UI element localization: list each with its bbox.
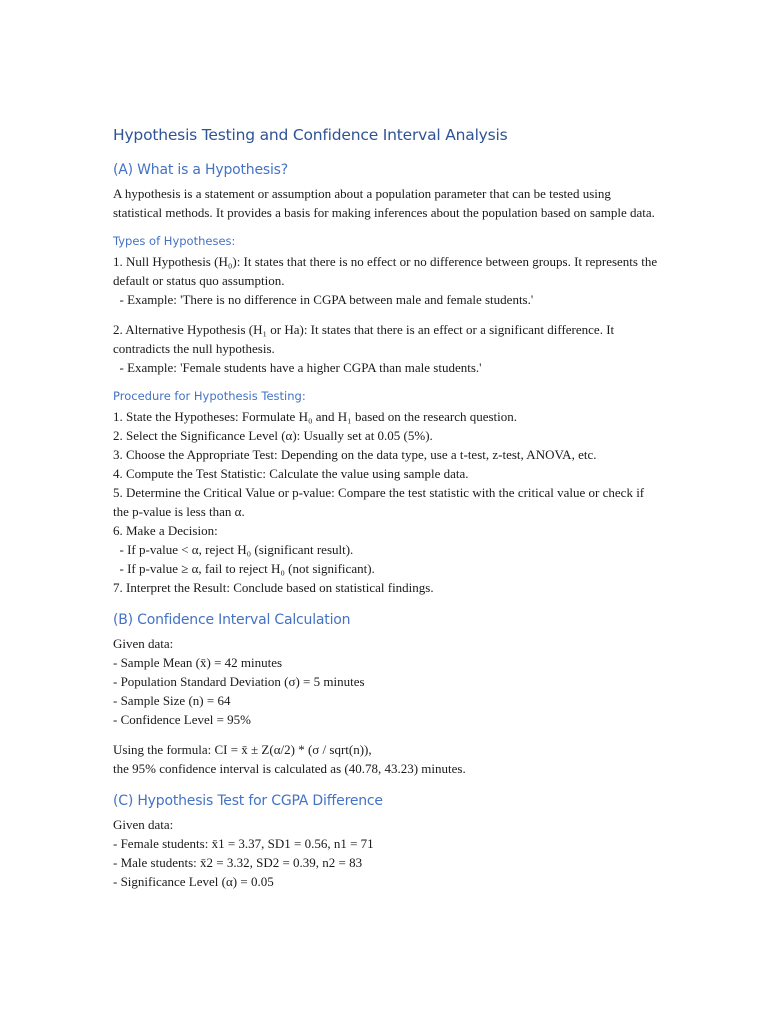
section-b-heading: (B) Confidence Interval Calculation (113, 612, 351, 628)
procedure-substep: - If p-value ≥ α, fail to reject H₀ (not significant). (113, 561, 375, 576)
given-line: - Population Standard Deviation (σ) = 5 minutes (113, 674, 365, 689)
given-line: - Sample Mean (x̄) = 42 minutes (113, 655, 283, 670)
procedure-heading: Procedure for Hypothesis Testing: (113, 389, 306, 403)
procedure-step: 3. Choose the Appropriate Test: Depending on the data type, use a t-test, z-test, ANOVA, etc. (113, 447, 597, 462)
procedure-step: 4. Compute the Test Statistic: Calculate the value using sample data. (113, 466, 469, 481)
given-line: - Sample Size (n) = 64 (113, 693, 231, 708)
procedure-step: 1. State the Hypotheses: Formulate H₀ and H₁ based on the research question. (113, 409, 518, 424)
procedure-step: 6. Make a Decision: (113, 523, 218, 538)
type-item: 1. Null Hypothesis (H₀): It states that there is no effect or no difference between groups. It represents the default or status quo assumption. (113, 254, 661, 288)
type-example: - Example: 'There is no difference in CGPA between male and female students.' (113, 292, 534, 307)
procedure-step: 7. Interpret the Result: Conclude based on statistical findings. (113, 580, 434, 595)
procedure-substep: - If p-value < α, reject H₀ (significant result). (113, 542, 354, 557)
section-a-intro: A hypothesis is a statement or assumption about a population parameter that can be tested using statistical methods. It provides a basis for making inferences about the population based on sample data. (113, 186, 655, 220)
formula-line: Using the formula: CI = x̄ ± Z(α/2) * (σ / sqrt(n)), (113, 742, 372, 757)
given-line: - Female students: x̄1 = 3.37, SD1 = 0.56, n1 = 71 (113, 836, 374, 851)
given-line: - Male students: x̄2 = 3.32, SD2 = 0.39, n2 = 83 (113, 855, 363, 870)
section-c-heading: (C) Hypothesis Test for CGPA Difference (113, 793, 383, 809)
type-item: 2. Alternative Hypothesis (H₁ or Ha): It states that there is an effect or a significant difference. It contradicts the null hypothesis. (113, 322, 618, 356)
type-example: - Example: 'Female students have a higher CGPA than male students.' (113, 360, 482, 375)
given-line: Given data: (113, 817, 174, 832)
types-heading: Types of Hypotheses: (113, 234, 236, 248)
section-a-heading: (A) What is a Hypothesis? (113, 162, 288, 178)
document-page (113, 124, 661, 891)
result-line: the 95% confidence interval is calculated as (40.78, 43.23) minutes. (113, 761, 466, 776)
given-line: - Confidence Level = 95% (113, 712, 252, 727)
given-line: - Significance Level (α) = 0.05 (113, 874, 274, 889)
procedure-step: 2. Select the Significance Level (α): Usually set at 0.05 (5%). (113, 428, 433, 443)
document-title: Hypothesis Testing and Confidence Interval Analysis (113, 126, 508, 144)
given-line: Given data: (113, 636, 174, 651)
procedure-step: 5. Determine the Critical Value or p-value: Compare the test statistic with the critical value or check if the p-value is less than α. (113, 485, 648, 519)
